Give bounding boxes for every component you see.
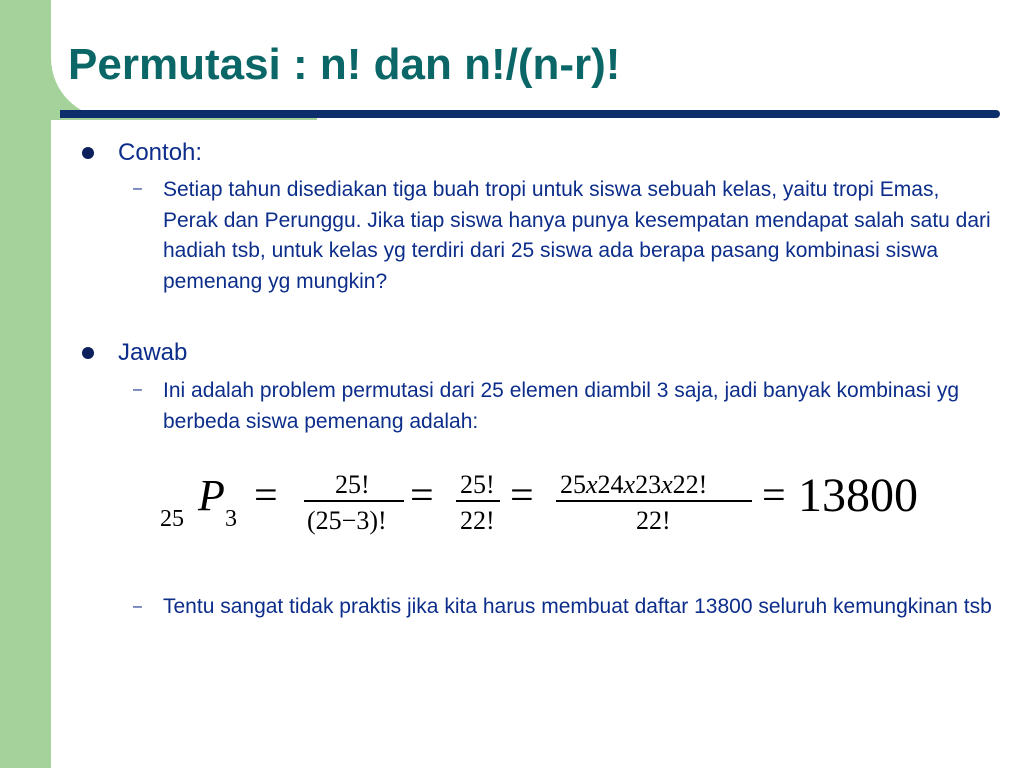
dash-2: –: [133, 381, 142, 398]
formula-equals-1: =: [254, 473, 278, 519]
left-accent-strip: [0, 0, 51, 768]
fraction1-bar: [304, 500, 404, 502]
formula-post-subscript: 3: [225, 506, 237, 532]
bullet-jawab: Jawab: [118, 339, 188, 366]
formula-equals-4: =: [762, 473, 786, 519]
f3-x-1: x: [586, 470, 598, 499]
bullet-contoh: Contoh:: [118, 139, 203, 166]
bullet-dot-contoh: [82, 147, 94, 159]
f3-term-24: 24: [597, 470, 624, 499]
f3-term-23: 23: [635, 470, 662, 499]
fraction2-numerator: 25!: [460, 470, 495, 499]
title-underline: [60, 110, 1000, 118]
contoh-description: Setiap tahun disediakan tiga buah tropi untuk siswa sebuah kelas, yaitu tropi Emas, Perak dan Perunggu. Jika tiap siswa hanya punya kesempatan mendapat salah satu dari hadiah tsb, untuk kelas yg terdiri dari 25 siswa ada berapa pasang kombinasi siswa pemenang yg mungkin?: [163, 178, 991, 293]
jawab-description: Ini adalah problem permutasi dari 25 elemen diambil 3 saja, jadi banyak kombinasi yg berbeda siswa pemenang adalah:: [163, 379, 960, 433]
fraction2-bar: [456, 500, 500, 502]
dash-3: –: [133, 598, 142, 615]
fraction3-numerator: [560, 470, 707, 500]
fraction3-denominator: 22!: [636, 506, 671, 535]
fraction1-denominator: (25−3)!: [307, 506, 387, 535]
slide-title: Permutasi : n! dan n!/(n-r)!: [68, 40, 621, 89]
conclusion-text: Tentu sangat tidak praktis jika kita harus membuat daftar 13800 seluruh kemungkinan tsb: [163, 595, 992, 618]
permutation-formula: [160, 468, 950, 548]
f3-term-25: 25: [560, 470, 586, 499]
fraction1-numerator: 25!: [335, 470, 370, 499]
f3-term-22: 22!: [672, 470, 708, 499]
dash-1: –: [133, 180, 142, 197]
formula-equals-2: =: [410, 473, 434, 519]
formula-result: 13800: [798, 469, 918, 522]
formula-pre-subscript: 25: [160, 506, 184, 532]
f3-x-2: x: [623, 470, 636, 499]
formula-symbol-p: P: [198, 471, 225, 520]
fraction2-denominator: 22!: [460, 506, 495, 535]
f3-x-3: x: [661, 470, 673, 499]
formula-equals-3: =: [510, 473, 534, 519]
bullet-dot-jawab: [82, 347, 94, 359]
fraction3-bar: [556, 500, 752, 502]
